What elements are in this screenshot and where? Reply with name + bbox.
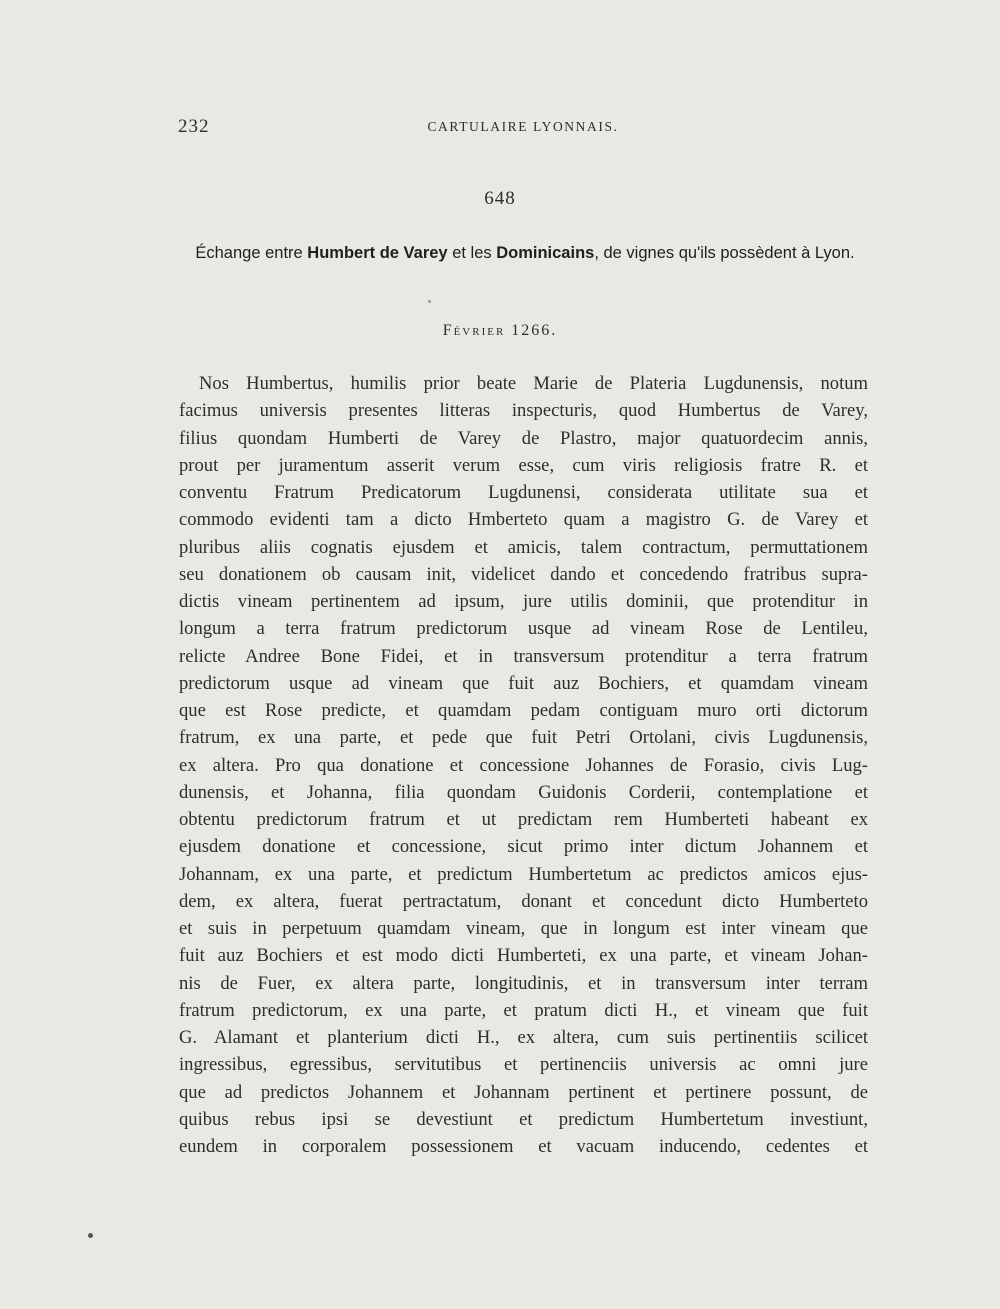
title-name: Dominicains xyxy=(496,244,595,262)
ink-speck xyxy=(88,1233,93,1238)
text-line: Johannam, ex una parte, et predictum Humbertetum ac predictos amicos ejus- xyxy=(179,863,868,885)
ink-speck xyxy=(428,300,431,303)
document-date: Février 1266. xyxy=(442,322,558,339)
text-line: G. Alamant et planterium dicti H., ex altera, cum suis pertinentiis scilicet xyxy=(179,1027,868,1048)
running-title: CARTULAIRE LYONNAIS. xyxy=(427,119,619,134)
document-title xyxy=(185,240,865,267)
text-line: dem, ex altera, fuerat pertractatum, donant et concedunt dicto Humberteto xyxy=(179,890,868,912)
document-number: 648 xyxy=(484,188,516,209)
page-number: 232 xyxy=(178,116,210,137)
text-line: pluribus aliis cognatis ejusdem et amicis, talem contractum, permuttationem xyxy=(179,536,868,558)
text-line: seu donationem ob causam init, videlicet dando et concedendo fratribus supra- xyxy=(179,563,868,585)
text-line: que est Rose predicte, et quamdam pedam contiguam muro orti dictorum xyxy=(179,700,868,721)
text-line: fuit auz Bochiers et est modo dicti Humberteti, ex una parte, et vineam Johan- xyxy=(179,945,868,967)
body-text xyxy=(179,370,868,1160)
text-line: dunensis, et Johanna, filia quondam Guidonis Corderii, contemplatione et xyxy=(179,781,868,803)
text-line: filius quondam Humberti de Varey de Plastro, major quatuordecim annis, xyxy=(179,427,868,449)
text-line: conventu Fratrum Predicatorum Lugdunensi, considerata utilitate sua et xyxy=(179,482,868,503)
text-line: dictis vineam pertinentem ad ipsum, jure utilis dominii, que protenditur in xyxy=(179,591,868,612)
text-line: ejusdem donatione et concessione, sicut primo inter dictum Johannem et xyxy=(179,836,868,858)
running-header xyxy=(178,116,868,140)
text-line: ingressibus, egressibus, servitutibus et pertinenciis universis ac omni jure xyxy=(179,1054,868,1076)
title-text: , de vignes qu'ils possèdent à Lyon. xyxy=(594,244,855,262)
text-line: obtentu predictorum fratrum et ut predictam rem Humberteti habeant ex xyxy=(179,809,868,830)
text-line: ex altera. Pro qua donatione et concessione Johannes de Forasio, civis Lug- xyxy=(179,754,868,776)
text-line: nis de Fuer, ex altera parte, longitudinis, et in transversum inter terram xyxy=(179,972,868,994)
text-line: quibus rebus ipsi se devestiunt et predictum Humbertetum investiunt, xyxy=(179,1108,868,1130)
title-text: et les xyxy=(447,244,497,262)
text-line: facimus universis presentes litteras inspecturis, quod Humbertus de Varey, xyxy=(179,400,868,422)
title-text: Échange entre xyxy=(195,244,308,262)
text-line: que ad predictos Johannem et Johannam pertinent et pertinere possunt, de xyxy=(179,1081,868,1103)
text-line: eundem in corporalem possessionem et vacuam inducendo, cedentes et xyxy=(179,1136,868,1157)
text-line: fratrum predictorum, ex una parte, et pratum dicti H., et vineam que fuit xyxy=(179,999,868,1021)
text-line: Nos Humbertus, humilis prior beate Marie de Plateria Lugdunensis, notum xyxy=(199,373,868,394)
text-line: fratrum, ex una parte, et pede que fuit Petri Ortolani, civis Lugdunensis, xyxy=(179,727,868,749)
text-line: longum a terra fratrum predictorum usque ad vineam Rose de Lentileu, xyxy=(179,618,868,640)
text-line: commodo evidenti tam a dicto Hmberteto quam a magistro G. de Varey et xyxy=(179,509,868,531)
text-line: prout per juramentum asserit verum esse, cum viris religiosis fratre R. et xyxy=(179,454,868,476)
text-line: relicte Andree Bone Fidei, et in transversum protenditur a terra fratrum xyxy=(179,645,868,667)
text-line: predictorum usque ad vineam que fuit auz Bochiers, et quamdam vineam xyxy=(179,672,868,694)
title-name: Humbert de Varey xyxy=(307,244,448,262)
text-line: et suis in perpetuum quamdam vineam, que in longum est inter vineam que xyxy=(179,918,868,939)
